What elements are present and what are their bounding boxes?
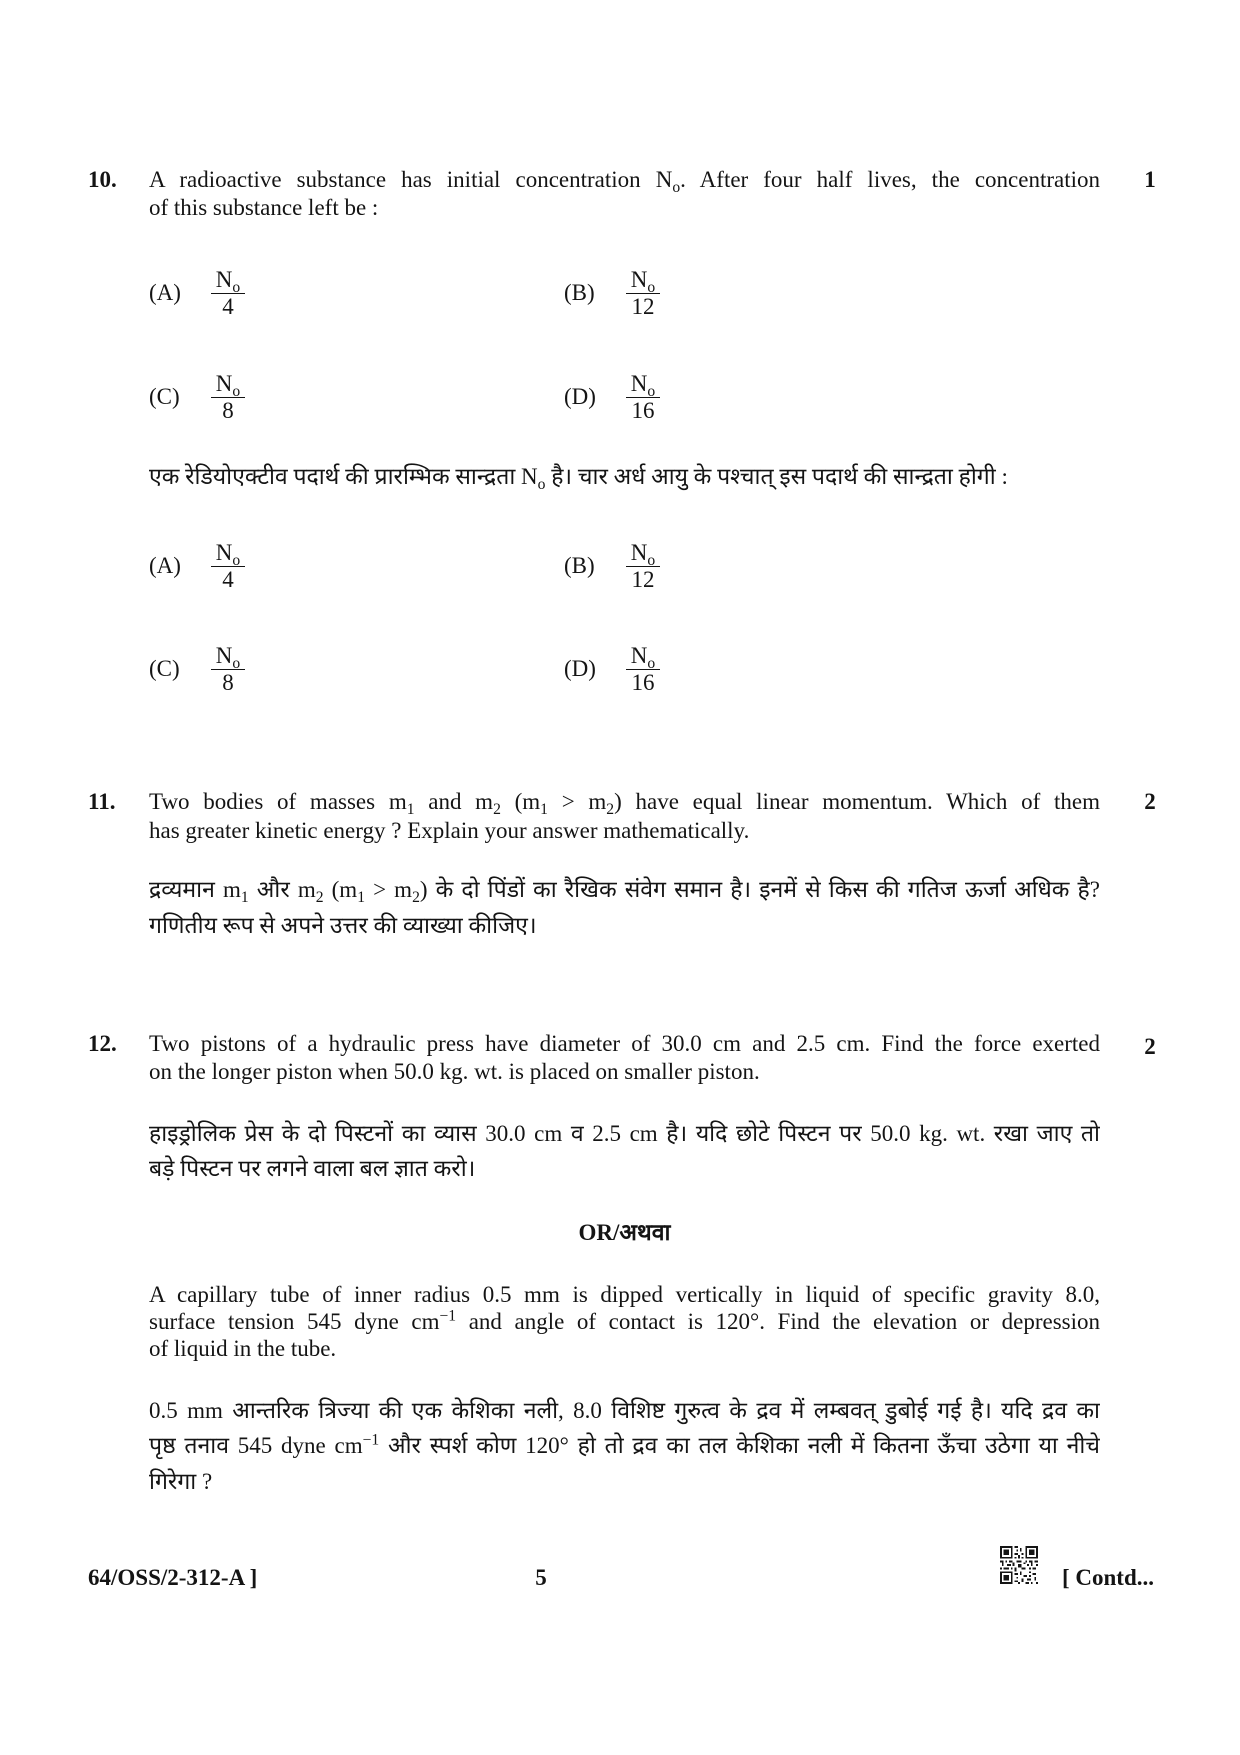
text-segment: ) have equal linear momentum. Which of them [614,789,1100,814]
fraction-denominator: 8 [211,397,245,424]
question-10-en-option-c [149,367,245,427]
option-label: (C) [149,384,180,409]
question-11-text-hi-line-2: गणितीय रूप से अपने उत्तर की व्याख्या कीजिए। [149,913,537,938]
question-10-text-en-line-2: of this substance left be : [149,195,379,220]
fraction [626,267,660,320]
fraction [626,371,660,424]
numerator-subscript: o [232,382,241,400]
text-segment: एक रेडियोएक्टीव पदार्थ की प्रारम्भिक सान्द्रता N [149,464,538,489]
fraction-denominator: 8 [211,669,245,696]
text-segment: पृष्ठ तनाव 545 dyne cm [149,1433,363,1458]
superscript: −1 [362,1431,380,1449]
fraction-denominator: 16 [626,397,660,424]
text-segment: . After four half lives, the concentration [680,167,1100,192]
question-12-marks: 2 [1144,1034,1156,1059]
question-11-text-en-line-2: has greater kinetic energy ? Explain your answer mathematically. [149,818,750,843]
text-segment: > m [365,877,413,902]
question-12-alt-text-en-line-3: of liquid in the tube. [149,1336,337,1361]
numerator-symbol: N [630,370,648,396]
question-12-number: 12. [88,1031,117,1056]
numerator-subscript: o [232,654,241,672]
fraction-denominator: 12 [626,566,660,593]
question-12-alt-text-en-line-2 [149,1307,1100,1337]
fraction-numerator [214,370,242,400]
text-segment: ) के दो पिंडों का रैखिक संवेग समान है। इनमें से किस की गतिज ऊर्जा अधिक है? [419,877,1100,902]
question-11-marks: 2 [1144,789,1156,814]
question-11-text-en-line-1 [149,787,1100,817]
option-label: (B) [564,553,595,578]
continued-label: [ Contd... [1062,1565,1155,1590]
option-label: (A) [149,553,181,578]
option-label: (B) [564,280,595,305]
fraction-numerator [214,539,242,569]
question-12-alt-text-hi-line-1: 0.5 mm आन्तरिक त्रिज्या की एक केशिका नली, 8.0 विशिष्ट गुरुत्व के द्रव में लम्बवत् डुबोई गई है। यदि द्रव का [149,1398,1100,1423]
question-11-number: 11. [88,789,116,814]
fraction-numerator [629,642,657,672]
question-10-hi-option-b [564,536,660,596]
subscript: 1 [406,801,415,817]
numerator-symbol: N [215,370,233,396]
question-12-alt-text-en-line-1: A capillary tube of inner radius 0.5 mm is dipped vertically in liquid of specific gravity 8.0, [149,1282,1100,1307]
question-12-text-en-line-2: on the longer piston when 50.0 kg. wt. is placed on smaller piston. [149,1059,760,1084]
text-segment: है। चार अर्ध आयु के पश्चात् इस पदार्थ की सान्द्रता होगी : [545,464,1008,489]
question-10-number: 10. [88,167,117,192]
text-segment: और m [248,877,316,902]
numerator-subscript: o [647,654,656,672]
text-segment: और स्पर्श कोण 120° हो तो द्रव का तल केशिका नली में कितना ऊँचा उठेगा या नीचे [379,1433,1100,1458]
question-10-hi-option-c [149,639,245,699]
fraction-numerator [629,370,657,400]
subscript: 1 [240,889,249,905]
fraction [211,371,245,424]
fraction-numerator [629,266,657,296]
numerator-subscript: o [232,278,241,296]
fraction-denominator: 12 [626,293,660,320]
subscript: o [537,476,546,492]
fraction [211,643,245,696]
subscript: 2 [315,889,324,905]
subscript: 2 [493,801,501,817]
subscript: 2 [412,889,420,905]
subscript: 2 [606,801,615,817]
numerator-symbol: N [215,539,233,565]
option-label: (D) [564,656,596,681]
question-10-text-hi-line-1 [149,462,1100,492]
numerator-subscript: o [232,551,241,569]
text-segment: > m [547,789,607,814]
text-segment: and m [414,789,494,814]
fraction [626,643,660,696]
fraction-numerator [629,539,657,569]
fraction [211,267,245,320]
question-10-en-option-b [564,263,660,323]
fraction-denominator: 4 [211,566,245,593]
subscript: 1 [357,889,366,905]
question-10-en-option-d [564,367,660,427]
question-12-text-en-line-1: Two pistons of a hydraulic press have diameter of 30.0 cm and 2.5 cm. Find the force exerted [149,1031,1100,1056]
text-segment: surface tension 545 dyne cm [149,1309,440,1334]
or-separator: OR/अथवा [578,1220,671,1245]
fraction [211,540,245,593]
option-label: (C) [149,656,180,681]
numerator-subscript: o [647,382,656,400]
subscript: o [672,179,681,195]
text-segment: (m [500,789,541,814]
text-segment: and angle of contact is 120°. Find the elevation or depression [456,1309,1100,1334]
question-12-text-hi-line-1: हाइड्रोलिक प्रेस के दो पिस्टनों का व्यास 30.0 cm व 2.5 cm है। यदि छोटे पिस्टन पर 50.0 kg. wt. रखा जाए तो [149,1121,1100,1146]
numerator-subscript: o [647,278,656,296]
fraction-denominator: 16 [626,669,660,696]
paper-code: 64/OSS/2-312-A ] [88,1565,258,1590]
question-10-hi-option-a [149,536,245,596]
numerator-symbol: N [215,266,233,292]
question-10-marks: 1 [1144,167,1156,192]
numerator-symbol: N [630,539,648,565]
question-12-text-hi-line-2: बड़े पिस्टन पर लगने वाला बल ज्ञात करो। [149,1156,476,1181]
fraction-numerator [214,642,242,672]
text-segment: Two bodies of masses m [149,789,407,814]
option-label: (A) [149,280,181,305]
fraction-denominator: 4 [211,293,245,320]
numerator-subscript: o [647,551,656,569]
option-label: (D) [564,384,596,409]
question-10-hi-option-d [564,639,660,699]
text-segment: द्रव्यमान m [149,877,241,902]
text-segment: (m [323,877,358,902]
question-11-text-hi-line-1 [149,875,1100,905]
question-12-alt-text-hi-line-3: गिरेगा ? [149,1469,213,1494]
question-10-en-option-a [149,263,245,323]
superscript: −1 [439,1307,457,1325]
numerator-symbol: N [215,642,233,668]
question-10-text-en-line-1 [149,165,1100,195]
subscript: 1 [540,801,548,817]
fraction [626,540,660,593]
numerator-symbol: N [630,642,648,668]
question-12-alt-text-hi-line-2 [149,1431,1100,1461]
fraction-numerator [214,266,242,296]
page-number: 5 [535,1565,547,1590]
text-segment: A radioactive substance has initial concentration N [149,167,673,192]
numerator-symbol: N [630,266,648,292]
qr-code-icon [1000,1546,1038,1584]
